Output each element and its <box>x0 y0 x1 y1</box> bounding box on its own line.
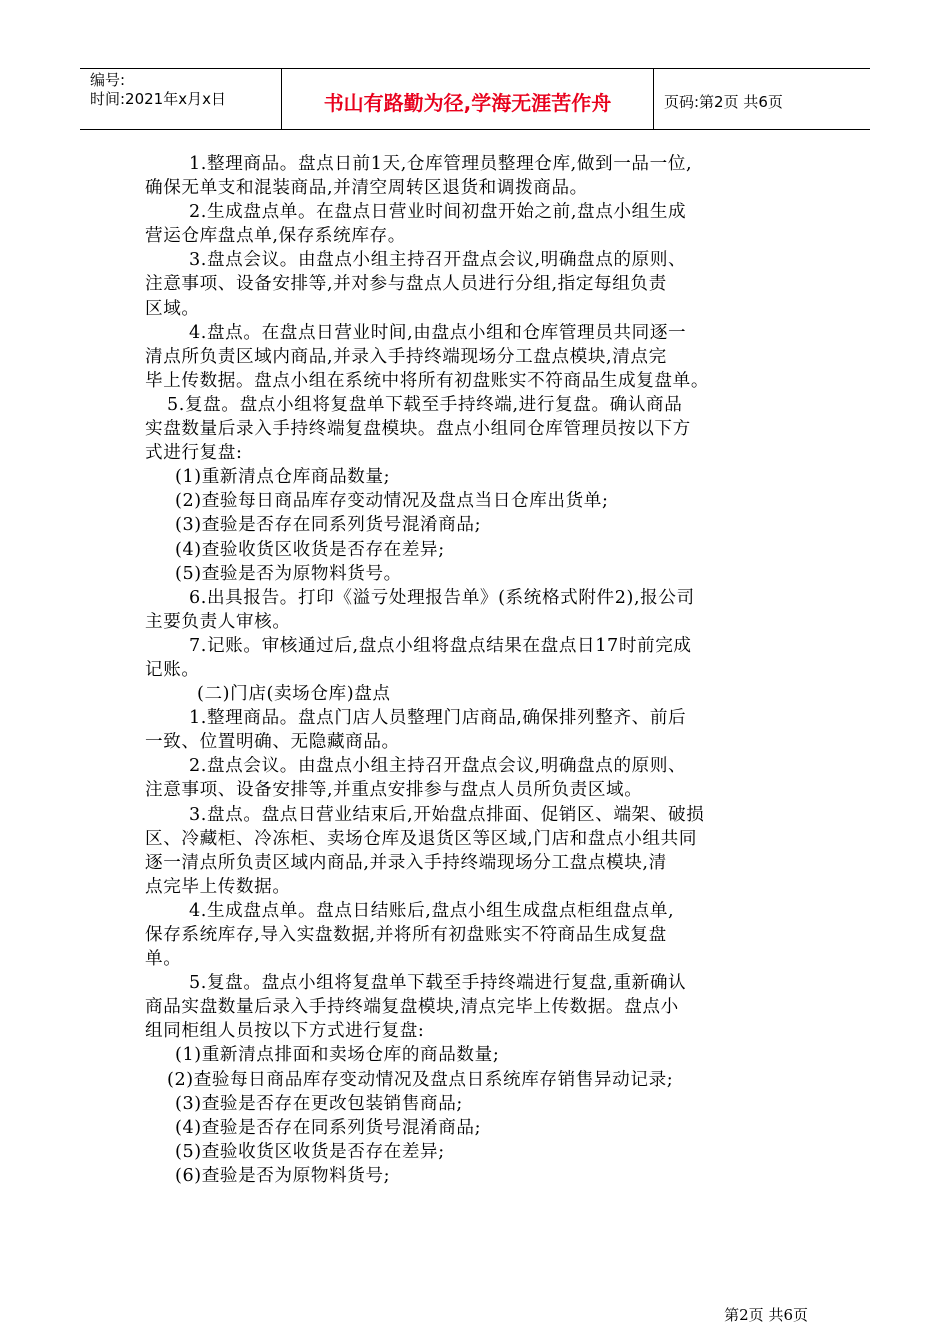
body-text-line: (1)重新清点排面和卖场仓库的商品数量; <box>175 1045 500 1066</box>
body-text-line: 主要负责人审核。 <box>145 611 291 632</box>
body-text-line: (2)查验每日商品库存变动情况及盘点日系统库存销售异动记录; <box>167 1069 674 1090</box>
body-text-line: 3.盘点会议。由盘点小组主持召开盘点会议,明确盘点的原则、 <box>189 250 687 271</box>
body-text-line: (4)查验收货区收货是否存在差异; <box>175 539 445 560</box>
body-text-line: (3)查验是否存在同系列货号混淆商品; <box>175 515 482 536</box>
document-number-label: 编号: <box>90 71 126 89</box>
body-text-line: 确保无单支和混装商品,并清空周转区退货和调拨商品。 <box>145 178 588 199</box>
body-text-line: (5)查验收货区收货是否存在差异; <box>175 1141 445 1162</box>
header-meta-cell <box>80 69 282 129</box>
body-text-line: 保存系统库存,导入实盘数据,并将所有初盘账实不符商品生成复盘 <box>145 925 667 945</box>
body-text-line: 注意事项、设备安排等,并重点安排参与盘点人员所负责区域。 <box>145 780 643 801</box>
body-text-line: 实盘数量后录入手持终端复盘模块。盘点小组同仓库管理员按以下方 <box>145 419 691 440</box>
body-text-line: 式进行复盘: <box>145 443 243 464</box>
body-text-line: (二)门店(卖场仓库)盘点 <box>197 684 391 705</box>
body-text-line: 商品实盘数量后录入手持终端复盘模块,清点完毕上传数据。盘点小 <box>145 997 679 1018</box>
body-text-line: (2)查验每日商品库存变动情况及盘点当日仓库出货单; <box>175 491 609 512</box>
body-text-line: 7.记账。审核通过后,盘点小组将盘点结果在盘点日17时前完成 <box>189 635 692 656</box>
body-text-line: 一致、位置明确、无隐藏商品。 <box>145 732 400 753</box>
header-motto: 书山有路勤为径,学海无涯苦作舟 <box>282 69 654 129</box>
header-page-number: 页码:第2页 共6页 <box>664 92 783 111</box>
body-text-line: 逐一清点所负责区域内商品,并录入手持终端现场分工盘点模块,清 <box>145 852 667 873</box>
body-text-line: (4)查验是否存在同系列货号混淆商品; <box>175 1117 482 1138</box>
body-text-line: 2.生成盘点单。在盘点日营业时间初盘开始之前,盘点小组生成 <box>189 202 687 223</box>
document-date-label: 时间:2021年x月x日 <box>90 90 226 108</box>
body-text-line: 单。 <box>145 949 182 970</box>
body-text-line: 区域。 <box>145 298 200 319</box>
body-text-line: 毕上传数据。盘点小组在系统中将所有初盘账实不符商品生成复盘单。 <box>145 370 710 391</box>
body-text-line: 营运仓库盘点单,保存系统库存。 <box>145 226 406 247</box>
body-text-line: 4.生成盘点单。盘点日结账后,盘点小组生成盘点柜组盘点单, <box>189 900 675 921</box>
body-text-line: 区、冷藏柜、冷冻柜、卖场仓库及退货区等区域,门店和盘点小组共同 <box>145 828 698 849</box>
body-text-line: 1.整理商品。盘点日前1天,仓库管理员整理仓库,做到一品一位, <box>189 154 693 174</box>
page-header <box>80 68 870 130</box>
body-text-line: (1)重新清点仓库商品数量; <box>175 467 391 488</box>
footer-page-number: 第2页 共6页 <box>724 1306 808 1324</box>
body-text-line: 组同柜组人员按以下方式进行复盘: <box>145 1021 425 1042</box>
body-text-line: 5.复盘。盘点小组将复盘单下载至手持终端,进行复盘。确认商品 <box>167 394 683 415</box>
body-text-line: 3.盘点。盘点日营业结束后,开始盘点排面、促销区、端架、破损 <box>189 804 705 825</box>
body-text-line: (6)查验是否为原物料货号; <box>175 1165 391 1186</box>
body-text-line: 注意事项、设备安排等,并对参与盘点人员进行分组,指定每组负责 <box>145 274 667 295</box>
body-text-line: 清点所负责区域内商品,并录入手持终端现场分工盘点模块,清点完 <box>145 346 667 367</box>
body-text-line: 2.盘点会议。由盘点小组主持召开盘点会议,明确盘点的原则、 <box>189 756 687 777</box>
body-text-line: 6.出具报告。打印《溢亏处理报告单》(系统格式附件2),报公司 <box>189 587 695 608</box>
body-text-line: 4.盘点。在盘点日营业时间,由盘点小组和仓库管理员共同逐一 <box>189 322 687 343</box>
body-text-line: (3)查验是否存在更改包装销售商品; <box>175 1093 463 1114</box>
body-text-line: 点完毕上传数据。 <box>145 876 291 897</box>
document-body <box>145 152 825 1188</box>
body-text-line: 5.复盘。盘点小组将复盘单下载至手持终端进行复盘,重新确认 <box>189 973 687 994</box>
body-text-line: (5)查验是否为原物料货号。 <box>175 563 402 584</box>
body-text-line: 记账。 <box>145 659 200 680</box>
body-text-line: 1.整理商品。盘点门店人员整理门店商品,确保排列整齐、前后 <box>189 708 687 729</box>
